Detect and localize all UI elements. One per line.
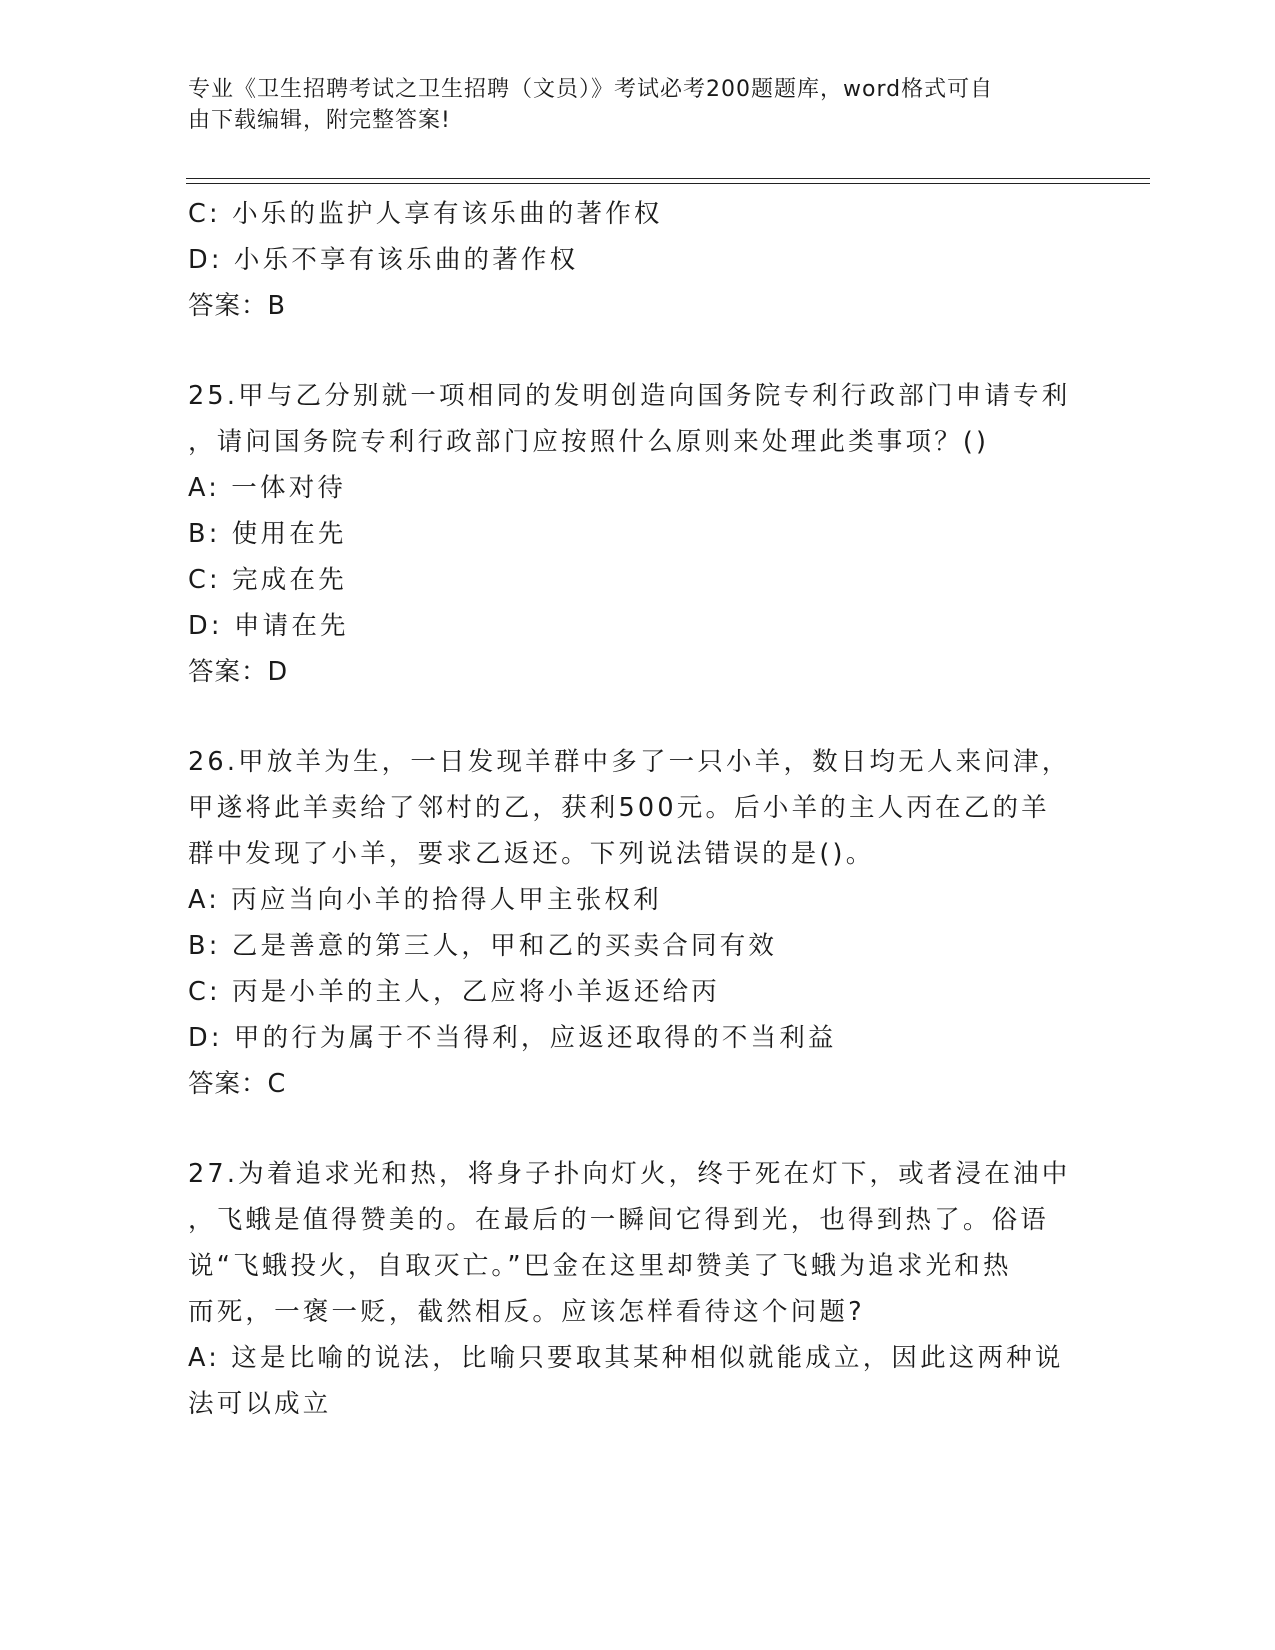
question-stem-line: 而死，一褒一贬，截然相反。应该怎样看待这个问题? [188, 1297, 865, 1327]
option-d: D: 小乐不享有该乐曲的著作权 [188, 245, 579, 275]
header-line-2: 由下载编辑，附完整答案! [188, 108, 451, 133]
option-c: C: 完成在先 [188, 565, 347, 595]
question-stem-line: ，飞蛾是值得赞美的。在最后的一瞬间它得到光，也得到热了。俗语 [188, 1205, 1050, 1235]
spacer [188, 329, 1088, 373]
question-stem-line: ，请问国务院专利行政部门应按照什么原则来处理此类事项？() [188, 427, 990, 457]
question-list [188, 191, 1088, 1427]
question-27 [188, 1151, 1088, 1427]
question-stem-line: 26.甲放羊为生，一日发现羊群中多了一只小羊，数日均无人来问津， [188, 747, 1071, 777]
spacer [188, 1107, 1088, 1151]
option-a-continued: 法可以成立 [188, 1389, 332, 1419]
answer-line: 答案：D [188, 657, 289, 687]
option-c: C: 小乐的监护人享有该乐曲的著作权 [188, 199, 663, 229]
header-divider-bottom [186, 183, 1150, 184]
option-a: A: 这是比喻的说法，比喻只要取其某种相似就能成立，因此这两种说 [188, 1343, 1064, 1373]
header-line-1: 专业《卫生招聘考试之卫生招聘（文员）》考试必考200题题库，word格式可自 [188, 77, 994, 102]
question-stem-line: 25.甲与乙分别就一项相同的发明创造向国务院专利行政部门申请专利 [188, 381, 1071, 411]
option-c: C: 丙是小羊的主人，乙应将小羊返还给丙 [188, 977, 721, 1007]
question-26 [188, 739, 1088, 1107]
option-a: A: 丙应当向小羊的拾得人甲主张权利 [188, 885, 662, 915]
question-24-tail [188, 191, 1088, 329]
question-stem-line: 27.为着追求光和热，将身子扑向灯火，终于死在灯下，或者浸在油中 [188, 1159, 1071, 1189]
document-header [188, 74, 1068, 136]
option-b: B: 使用在先 [188, 519, 347, 549]
question-25 [188, 373, 1088, 695]
header-divider-top [186, 178, 1150, 179]
question-stem-line: 群中发现了小羊，要求乙返还。下列说法错误的是()。 [188, 839, 875, 869]
option-a: A: 一体对待 [188, 473, 347, 503]
question-stem-line: 说“飞蛾投火，自取灭亡。”巴金在这里却赞美了飞蛾为追求光和热 [188, 1251, 1012, 1281]
option-d: D: 申请在先 [188, 611, 349, 641]
answer-line: 答案：C [188, 1069, 287, 1099]
question-stem-line: 甲遂将此羊卖给了邻村的乙，获利500元。后小羊的主人丙在乙的羊 [188, 793, 1050, 823]
spacer [188, 695, 1088, 739]
option-b: B: 乙是善意的第三人，甲和乙的买卖合同有效 [188, 931, 778, 961]
option-d: D: 甲的行为属于不当得利，应返还取得的不当利益 [188, 1023, 837, 1053]
answer-line: 答案：B [188, 291, 286, 321]
